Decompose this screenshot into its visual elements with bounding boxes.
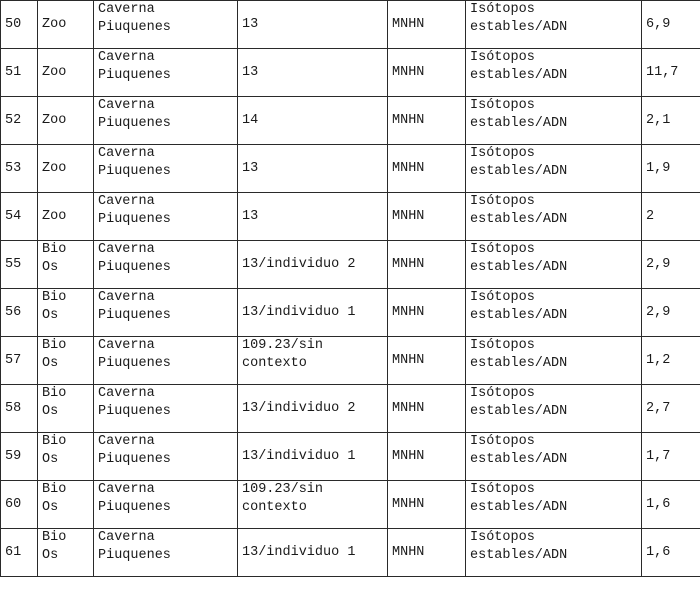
cell-site: Caverna Piuquenes	[94, 529, 238, 577]
cell-value: 2,9	[642, 241, 700, 289]
cell-institution: MNHN	[388, 97, 466, 145]
cell-analysis: Isótopos estables/ADN	[466, 145, 642, 193]
cell-number: 59	[1, 433, 38, 481]
cell-institution: MNHN	[388, 1, 466, 49]
cell-type: Zoo	[38, 145, 94, 193]
cell-number: 57	[1, 337, 38, 385]
cell-analysis: Isótopos estables/ADN	[466, 97, 642, 145]
cell-type: Bio Os	[38, 337, 94, 385]
table-row	[1, 481, 700, 529]
cell-context: 13	[238, 1, 388, 49]
cell-site: Caverna Piuquenes	[94, 433, 238, 481]
cell-institution: MNHN	[388, 241, 466, 289]
cell-context: 13/individuo 1	[238, 289, 388, 337]
cell-analysis: Isótopos estables/ADN	[466, 49, 642, 97]
table-row	[1, 241, 700, 289]
cell-number: 54	[1, 193, 38, 241]
cell-site: Caverna Piuquenes	[94, 97, 238, 145]
cell-analysis: Isótopos estables/ADN	[466, 385, 642, 433]
cell-analysis: Isótopos estables/ADN	[466, 193, 642, 241]
cell-number: 53	[1, 145, 38, 193]
cell-number: 58	[1, 385, 38, 433]
cell-institution: MNHN	[388, 529, 466, 577]
cell-analysis: Isótopos estables/ADN	[466, 529, 642, 577]
cell-type: Zoo	[38, 49, 94, 97]
cell-context: 13/individuo 2	[238, 241, 388, 289]
cell-value: 2,7	[642, 385, 700, 433]
table-row	[1, 289, 700, 337]
cell-institution: MNHN	[388, 337, 466, 385]
cell-value: 1,9	[642, 145, 700, 193]
cell-institution: MNHN	[388, 433, 466, 481]
cell-context: 13	[238, 49, 388, 97]
table-row	[1, 97, 700, 145]
cell-institution: MNHN	[388, 289, 466, 337]
cell-context: 13/individuo 1	[238, 433, 388, 481]
cell-analysis: Isótopos estables/ADN	[466, 337, 642, 385]
cell-context: 13	[238, 193, 388, 241]
cell-number: 52	[1, 97, 38, 145]
cell-site: Caverna Piuquenes	[94, 49, 238, 97]
cell-number: 55	[1, 241, 38, 289]
table-row	[1, 433, 700, 481]
cell-value: 2,1	[642, 97, 700, 145]
table-row	[1, 529, 700, 577]
cell-site: Caverna Piuquenes	[94, 289, 238, 337]
cell-type: Bio Os	[38, 241, 94, 289]
cell-number: 56	[1, 289, 38, 337]
table-row	[1, 385, 700, 433]
cell-institution: MNHN	[388, 193, 466, 241]
table-row	[1, 337, 700, 385]
cell-analysis: Isótopos estables/ADN	[466, 241, 642, 289]
cell-context: 109.23/sin contexto	[238, 337, 388, 385]
cell-type: Zoo	[38, 193, 94, 241]
table-row	[1, 49, 700, 97]
cell-context: 13/individuo 2	[238, 385, 388, 433]
cell-site: Caverna Piuquenes	[94, 241, 238, 289]
cell-type: Bio Os	[38, 529, 94, 577]
cell-type: Bio Os	[38, 289, 94, 337]
cell-site: Caverna Piuquenes	[94, 193, 238, 241]
cell-value: 11,7	[642, 49, 700, 97]
cell-context: 109.23/sin contexto	[238, 481, 388, 529]
cell-institution: MNHN	[388, 145, 466, 193]
cell-value: 1,7	[642, 433, 700, 481]
cell-type: Bio Os	[38, 481, 94, 529]
cell-number: 51	[1, 49, 38, 97]
cell-value: 2	[642, 193, 700, 241]
cell-type: Bio Os	[38, 385, 94, 433]
cell-context: 13/individuo 1	[238, 529, 388, 577]
cell-analysis: Isótopos estables/ADN	[466, 1, 642, 49]
cell-context: 13	[238, 145, 388, 193]
cell-institution: MNHN	[388, 385, 466, 433]
cell-site: Caverna Piuquenes	[94, 385, 238, 433]
cell-value: 2,9	[642, 289, 700, 337]
cell-type: Bio Os	[38, 433, 94, 481]
cell-institution: MNHN	[388, 481, 466, 529]
table-row	[1, 1, 700, 49]
cell-value: 1,6	[642, 529, 700, 577]
cell-number: 60	[1, 481, 38, 529]
cell-number: 61	[1, 529, 38, 577]
cell-context: 14	[238, 97, 388, 145]
cell-type: Zoo	[38, 1, 94, 49]
cell-analysis: Isótopos estables/ADN	[466, 289, 642, 337]
cell-site: Caverna Piuquenes	[94, 1, 238, 49]
cell-institution: MNHN	[388, 49, 466, 97]
cell-value: 1,2	[642, 337, 700, 385]
cell-site: Caverna Piuquenes	[94, 337, 238, 385]
cell-analysis: Isótopos estables/ADN	[466, 481, 642, 529]
cell-analysis: Isótopos estables/ADN	[466, 433, 642, 481]
cell-type: Zoo	[38, 97, 94, 145]
cell-value: 6,9	[642, 1, 700, 49]
table-row	[1, 193, 700, 241]
cell-site: Caverna Piuquenes	[94, 145, 238, 193]
table-row	[1, 145, 700, 193]
cell-site: Caverna Piuquenes	[94, 481, 238, 529]
cell-number: 50	[1, 1, 38, 49]
cell-value: 1,6	[642, 481, 700, 529]
